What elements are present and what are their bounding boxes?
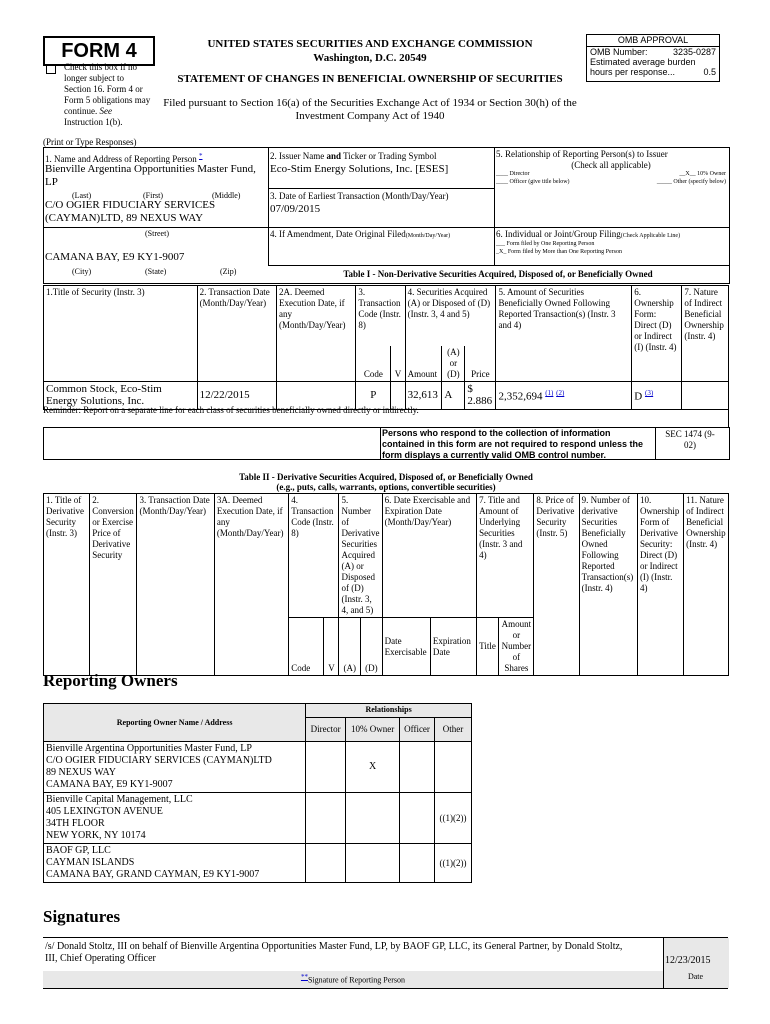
reminder: Reminder: Report on a separate line for each class of securities beneficially owned directly or indirectly. bbox=[43, 405, 419, 415]
filed-pursuant: Filed pursuant to Section 16(a) of the Securities Exchange Act of 1934 or Section 30(h) of the Investment Company Act of 1940 bbox=[163, 97, 577, 122]
box2-value: Eco-Stim Energy Solutions, Inc. [ESES] bbox=[270, 163, 449, 175]
form-title: FORM 4 bbox=[61, 40, 137, 62]
owner-row bbox=[44, 793, 472, 844]
t1-aord: A bbox=[442, 381, 465, 409]
signature-label: **Signature of Reporting Person bbox=[300, 973, 406, 985]
owners-col-director: Director bbox=[306, 718, 346, 742]
t1-h2: 2. Transaction Date (Month/Day/Year) bbox=[197, 286, 276, 382]
signature-date: 12/23/2015 bbox=[665, 955, 711, 966]
box6-label: 6. Individual or Joint/Group Filing(Check Applicable Line) bbox=[496, 229, 681, 239]
t2-s-amount: Amount or Number of Shares bbox=[499, 618, 534, 676]
owner-officer bbox=[400, 742, 435, 793]
t2-h7: 7. Title and Amount of Underlying Securities (Instr. 3 and 4) bbox=[477, 494, 534, 618]
owner-address: BAOF GP, LLC CAYMAN ISLANDS CAMANA BAY, GRAND CAYMAN, E9 KY1-9007 bbox=[44, 844, 306, 883]
owner-ten-pct bbox=[346, 844, 400, 883]
omb-approval-box bbox=[586, 34, 720, 82]
owners-col-10: 10% Owner bbox=[346, 718, 400, 742]
box1-middle: (Middle) bbox=[212, 191, 241, 200]
ten-pct-option[interactable]: __X__ 10% Owner bbox=[679, 171, 726, 177]
t2-h8: 8. Price of Derivative Security (Instr. 5) bbox=[534, 494, 579, 676]
check-box-text: Check this box if no longer subject to Section 16. Form 4 or Form 5 obligations may continue. See Instruction 1(b). bbox=[64, 62, 151, 127]
sec-number: SEC 1474 (9-02) bbox=[665, 429, 715, 450]
owner-row bbox=[44, 844, 472, 883]
box1-first: (First) bbox=[143, 191, 163, 200]
t2-s-code: Code bbox=[289, 618, 324, 676]
one-person-option[interactable]: ___ Form filed by One Reporting Person bbox=[496, 241, 595, 247]
owner-officer bbox=[400, 793, 435, 844]
signature-footnote[interactable]: ** bbox=[300, 973, 308, 981]
t1-sub-aord: (A) or (D) bbox=[442, 346, 465, 382]
box1-zip: (Zip) bbox=[220, 267, 237, 276]
box1-street-value: C/O OGIER FIDUCIARY SERVICES (CAYMAN)LTD, 89 NEXUS WAY bbox=[45, 199, 216, 224]
director-option[interactable]: ____ Director bbox=[496, 171, 530, 177]
owner-ten-pct bbox=[346, 793, 400, 844]
reminder-box bbox=[43, 403, 729, 428]
signature-text: /s/ Donald Stoltz, III on behalf of Bienville Argentina Opportunities Master Fund, LP, by BAOF GP, LLC, its General Partner, by Donald Stoltz, III, Chief Operating Officer bbox=[45, 941, 623, 964]
t1-h2a: 2A. Deemed Execution Date, if any (Month/Day/Year) bbox=[276, 286, 355, 382]
footnote-2-link[interactable]: (2) bbox=[556, 389, 565, 398]
hours-row: hours per response... 0.5 bbox=[590, 67, 716, 77]
box5-options bbox=[496, 170, 726, 186]
t1-sub-amount: Amount bbox=[405, 346, 442, 382]
t1-h1: 1.Title of Security (Instr. 3) bbox=[44, 286, 198, 382]
t2-s-a: (A) bbox=[339, 618, 361, 676]
other-option[interactable]: _____ Other (specify below) bbox=[656, 179, 726, 185]
owners-col-name: Reporting Owner Name / Address bbox=[44, 704, 306, 742]
t1-h6: 6. Ownership Form: Direct (D) or Indirect (I) (Instr. 4) bbox=[632, 286, 682, 382]
signatures-heading: Signatures bbox=[43, 907, 121, 926]
box2-label: 2. Issuer Name and Ticker or Trading Symbol bbox=[270, 151, 437, 161]
footnote-1-link[interactable]: (1) bbox=[545, 389, 554, 398]
box1-name: Bienville Argentina Opportunities Master Fund, LP bbox=[45, 163, 256, 188]
box3-value: 07/09/2015 bbox=[270, 203, 321, 215]
t1-amount: 32,613 bbox=[405, 381, 442, 409]
t2-h5: 5. Number of Derivative Securities Acquired (A) or Disposed of (D) (Instr. 3, 4, and 5) bbox=[339, 494, 382, 618]
t2-h2: 2. Conversion or Exercise Price of Derivative Security bbox=[90, 494, 137, 676]
t2-s-d: (D) bbox=[361, 618, 383, 676]
table1-title: Table I - Non-Derivative Securities Acquired, Disposed of, or Beneficially Owned bbox=[343, 269, 653, 279]
t2-h4: 4. Transaction Code (Instr. 8) bbox=[289, 494, 339, 618]
more-persons-option[interactable]: _X_ Form filed by More than One Reporting Person bbox=[496, 249, 622, 255]
owner-address: Bienville Argentina Opportunities Master Fund, LP C/O OGIER FIDUCIARY SERVICES (CAYMAN)LTD 89 NEXUS WAY CAMANA BAY, E9 KY1-9007 bbox=[44, 742, 306, 793]
t2-h6: 6. Date Exercisable and Expiration Date (Month/Day/Year) bbox=[382, 494, 476, 618]
t1-sub-code: Code bbox=[356, 346, 391, 382]
t2-h11: 11. Nature of Indirect Beneficial Ownership (Instr. 4) bbox=[684, 494, 729, 676]
owner-director bbox=[306, 844, 346, 883]
table2 bbox=[43, 493, 729, 676]
owners-col-officer: Officer bbox=[400, 718, 435, 742]
t1-code: P bbox=[356, 381, 391, 409]
t1-owned: 2,352,694 $^{(1)}$ $^{(2)}$ bbox=[496, 381, 632, 409]
box1-state: (State) bbox=[145, 267, 167, 276]
owners-col-rel: Relationships bbox=[306, 704, 472, 718]
owner-officer bbox=[400, 844, 435, 883]
box1-city-value: CAMANA BAY, E9 KY1-9007 bbox=[45, 251, 185, 263]
footnote-3-link[interactable]: (3) bbox=[644, 389, 654, 398]
t1-h7: 7. Nature of Indirect Beneficial Ownership (Instr. 4) bbox=[682, 286, 729, 382]
t2-s-title: Title bbox=[477, 618, 499, 676]
box1-footnote[interactable]: * bbox=[198, 152, 203, 160]
t1-h4: 4. Securities Acquired (A) or Disposed of (D) (Instr. 3, 4 and 5) bbox=[405, 286, 496, 346]
owner-director bbox=[306, 742, 346, 793]
burden-label: Estimated average burden bbox=[590, 57, 696, 67]
print-type: (Print or Type Responses) bbox=[43, 137, 137, 147]
t2-h3: 3. Transaction Date (Month/Day/Year) bbox=[137, 494, 214, 676]
t1-sub-price: Price bbox=[465, 346, 496, 382]
omb-title: OMB APPROVAL bbox=[587, 35, 719, 47]
owners-table bbox=[43, 703, 472, 883]
t2-h1: 1. Title of Derivative Security (Instr. 3) bbox=[44, 494, 90, 676]
owner-other: ((1)(2)) bbox=[435, 793, 472, 844]
box5-label: 5. Relationship of Reporting Person(s) to Issuer bbox=[496, 149, 668, 159]
box3-label: 3. Date of Earliest Transaction (Month/Day/Year) bbox=[270, 191, 449, 201]
date-label: Date bbox=[687, 972, 704, 981]
commission-name: UNITED STATES SECURITIES AND EXCHANGE COMMISSION bbox=[207, 38, 533, 50]
owners-col-other: Other bbox=[435, 718, 472, 742]
owner-other bbox=[435, 742, 472, 793]
box1-city: (City) bbox=[72, 267, 92, 276]
table2-title: Table II - Derivative Securities Acquired, Disposed of, or Beneficially Owned bbox=[239, 472, 533, 482]
table1 bbox=[43, 285, 729, 410]
t2-h3a: 3A. Deemed Execution Date, if any (Month/Day/Year) bbox=[214, 494, 288, 676]
box1-street: (Street) bbox=[145, 229, 169, 238]
t1-date: 12/22/2015 bbox=[197, 381, 276, 409]
omb-number-row: OMB Number: 3235-0287 bbox=[590, 47, 716, 57]
t2-s-date-ex: Date Exercisable bbox=[382, 618, 430, 676]
box1-last: (Last) bbox=[72, 191, 92, 200]
t2-h9: 9. Number of derivative Securities Beneficially Owned Following Reported Transaction(s) (Instr. 4) bbox=[579, 494, 637, 676]
t2-s-v: V bbox=[324, 618, 339, 676]
owner-address: Bienville Capital Management, LLC 405 LEXINGTON AVENUE 34TH FLOOR NEW YORK, NY 10174 bbox=[44, 793, 306, 844]
owner-ten-pct: X bbox=[346, 742, 400, 793]
t2-s-exp: Expiration Date bbox=[430, 618, 476, 676]
t1-price: $ 2.886 bbox=[465, 381, 496, 409]
owners-heading: Reporting Owners bbox=[43, 671, 178, 690]
owner-other: ((1)(2)) bbox=[435, 844, 472, 883]
no-longer-subject-checkbox[interactable] bbox=[46, 64, 56, 74]
owner-row bbox=[44, 742, 472, 793]
t1-title: Common Stock, Eco-Stim Energy Solutions, Inc. bbox=[44, 381, 198, 409]
box5-sub: (Check all applicable) bbox=[571, 160, 651, 170]
t1-sub-v: V bbox=[391, 346, 405, 382]
box4-label: 4. If Amendment, Date Original Filed(Month/Day/Year) bbox=[270, 229, 451, 239]
commission-city: Washington, D.C. 20549 bbox=[313, 52, 427, 64]
box1-label: 1. Name and Address of Reporting Person * bbox=[45, 152, 203, 164]
t1-h3: 3. Transaction Code (Instr. 8) bbox=[356, 286, 405, 346]
t2-h10: 10. Ownership Form of Derivative Security: Direct (D) or Indirect (I) (Instr. 4) bbox=[637, 494, 683, 676]
persons-notice: Persons who respond to the collection of information contained in this form are not required to respond unless the form displays a currently valid OMB control number. bbox=[382, 428, 644, 460]
owner-director bbox=[306, 793, 346, 844]
box6-options bbox=[496, 240, 622, 256]
t1-h5: 5. Amount of Securities Beneficially Owned Following Reported Transaction(s) (Instr. 3 and 4) bbox=[496, 286, 632, 382]
table2-subtitle: (e.g., puts, calls, warrants, options, convertible securities) bbox=[276, 482, 496, 492]
officer-option[interactable]: ____ Officer (give title below) bbox=[496, 179, 570, 185]
statement-title: STATEMENT OF CHANGES IN BENEFICIAL OWNERSHIP OF SECURITIES bbox=[177, 73, 563, 85]
t1-form: D $^{(3)}$ bbox=[632, 381, 682, 409]
